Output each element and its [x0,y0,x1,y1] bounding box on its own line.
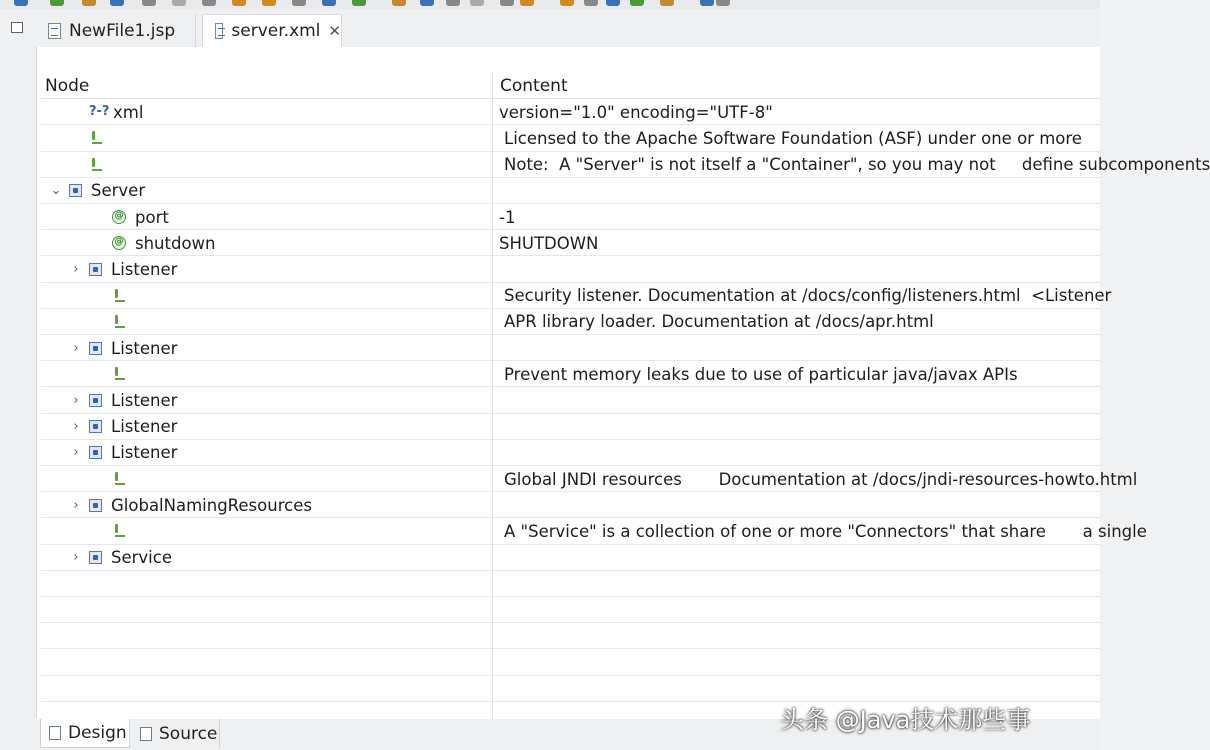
toolbar-button-icon[interactable] [82,0,96,6]
close-icon[interactable]: ✕ [328,22,341,40]
table-row[interactable] [41,256,1101,282]
column-header-node[interactable]: Node [45,76,90,96]
empty-row [41,676,1101,702]
chevron-right-icon[interactable]: › [73,445,79,461]
source-icon [140,727,152,741]
design-icon [49,726,61,740]
content-cell: -1 [499,207,516,227]
node-cell [41,230,491,256]
chevron-down-icon[interactable]: ⌄ [50,183,62,199]
element-icon [89,342,102,355]
xml-tree-table [41,73,1210,739]
content-cell [499,335,1101,361]
tab-label: NewFile1.jsp [69,20,176,41]
table-row[interactable] [41,545,1101,571]
content-cell: APR library loader. Documentation at /docs/apr.html [504,312,934,332]
chevron-right-icon[interactable]: › [73,261,79,277]
content-cell: Security listener. Documentation at /docs/config/listeners.html <Listener [504,286,1112,306]
tab-design[interactable] [40,719,130,748]
node-cell [41,283,491,309]
comment-icon [89,157,105,173]
chevron-right-icon[interactable]: › [73,340,79,356]
toolbar-button-icon[interactable] [172,0,186,6]
empty-row [41,571,1101,597]
tab-server-xml[interactable] [202,14,342,47]
toolbar-button-icon[interactable] [110,0,124,6]
toolbar-button-icon[interactable] [520,0,534,6]
table-row[interactable] [41,518,1147,544]
table-row[interactable] [41,283,1112,309]
node-cell [41,204,491,230]
node-cell [41,518,491,544]
chevron-right-icon[interactable]: › [73,419,79,435]
attribute-icon: @ [112,210,126,224]
xml-design-editor [36,47,1210,719]
table-row[interactable] [41,335,1101,361]
node-name: Listener [111,417,178,437]
node-name: Service [111,548,172,568]
table-row[interactable] [41,152,1210,178]
empty-row [41,597,1101,623]
toolbar-button-icon[interactable] [500,0,514,6]
node-name: Listener [111,443,178,463]
toolbar-button-icon[interactable] [716,0,730,6]
tab-newfile1-jsp[interactable] [36,14,196,47]
node-cell [41,99,491,125]
watermark: 头条 @Java技术那些事 [780,706,1031,734]
element-icon [89,446,102,459]
toolbar-button-icon[interactable] [262,0,276,6]
empty-row [41,623,1101,649]
node-name: Listener [111,338,178,358]
toolbar-button-icon[interactable] [14,0,28,6]
node-cell [41,492,491,518]
comment-icon [112,471,128,487]
tab-label: Design [68,723,127,743]
content-cell [499,440,1101,466]
table-row[interactable] [41,230,1101,256]
toolbar-button-icon[interactable] [392,0,406,6]
table-row[interactable] [41,361,1101,387]
node-cell [41,152,491,178]
content-cell: SHUTDOWN [499,233,599,253]
content-cell: Global JNDI resources Documentation at /docs/jndi-resources-howto.html [504,469,1138,489]
toolbar-button-icon[interactable] [630,0,644,6]
node-cell [41,125,491,151]
element-icon [89,499,102,512]
content-cell: Note: A "Server" is not itself a "Container", so you may not define subcomponents [504,155,1210,175]
node-name: port [135,207,169,227]
tab-label: server.xml [231,21,321,41]
node-cell [41,335,491,361]
node-name: xml [113,102,144,122]
toolbar-button-icon[interactable] [202,0,216,6]
toolbar-button-icon[interactable] [584,0,598,6]
node-cell [41,361,491,387]
toolbar-button-icon[interactable] [700,0,714,6]
node-name: Server [91,181,146,201]
jsp-file-icon [48,23,61,39]
node-cell [41,387,491,413]
toolbar-button-icon[interactable] [560,0,574,6]
content-cell: A "Service" is a collection of one or more "Connectors" that share a single [504,521,1147,541]
node-cell [41,440,491,466]
editor-tab-bar [36,9,1100,47]
table-row[interactable] [41,414,1101,440]
node-name: Listener [111,259,178,279]
node-name: shutdown [135,233,216,253]
table-row[interactable] [41,99,1101,125]
node-cell [41,256,491,282]
table-row[interactable] [41,492,1101,518]
tab-source[interactable] [132,719,220,748]
table-row[interactable] [41,440,1101,466]
tab-label: Source [159,723,218,744]
toolbar-button-icon[interactable] [322,0,336,6]
content-cell [499,256,1101,282]
node-cell [41,545,491,571]
toolbar-button-icon[interactable] [142,0,156,6]
comment-icon [112,314,128,330]
content-cell [499,178,1101,204]
content-cell [499,387,1101,413]
column-header-content[interactable]: Content [500,76,568,96]
element-icon [69,184,82,197]
content-cell [499,492,1101,518]
toolbar-button-icon[interactable] [50,0,64,6]
content-cell: Prevent memory leaks due to use of particular java/javax APIs [504,364,1018,384]
table-header [41,73,1101,99]
attribute-icon: @ [112,236,126,250]
toolbar-button-icon[interactable] [420,0,434,6]
toolbar-button-icon[interactable] [606,0,620,6]
content-cell: Licensed to the Apache Software Foundation (ASF) under one or more [504,128,1082,148]
element-icon [89,551,102,564]
table-row[interactable] [41,204,1101,230]
table-row[interactable] [41,178,1101,204]
node-cell [41,309,491,335]
toolbar-button-icon[interactable] [470,0,484,6]
comment-icon [112,288,128,304]
chevron-right-icon[interactable]: › [73,550,79,566]
node-cell [41,414,491,440]
element-icon [89,394,102,407]
toolbar-button-icon[interactable] [352,0,366,6]
element-icon [89,263,102,276]
toolbar-button-icon[interactable] [292,0,306,6]
content-cell [499,414,1101,440]
content-cell [499,545,1101,571]
empty-row [41,649,1101,675]
element-icon [89,420,102,433]
comment-icon [112,366,128,382]
toolbar-button-icon[interactable] [660,0,674,6]
node-cell [41,178,491,204]
minimize-icon[interactable] [11,22,23,33]
toolbar-button-icon[interactable] [232,0,246,6]
node-name: GlobalNamingResources [111,495,312,515]
table-row[interactable] [41,309,1101,335]
toolbar-button-icon[interactable] [446,0,460,6]
table-row[interactable] [41,125,1101,151]
chevron-right-icon[interactable]: › [73,392,79,408]
comment-icon [89,130,105,146]
processing-instruction-icon: ?-? [89,104,110,120]
node-cell [41,466,491,492]
main-toolbar [0,0,1100,9]
table-row[interactable] [41,466,1138,492]
content-cell: version="1.0" encoding="UTF-8" [499,102,773,122]
xml-file-icon [215,23,223,39]
node-name: Listener [111,390,178,410]
chevron-right-icon[interactable]: › [73,497,79,513]
table-row[interactable] [41,387,1101,413]
left-trim-bar [0,9,36,750]
comment-icon [112,523,128,539]
